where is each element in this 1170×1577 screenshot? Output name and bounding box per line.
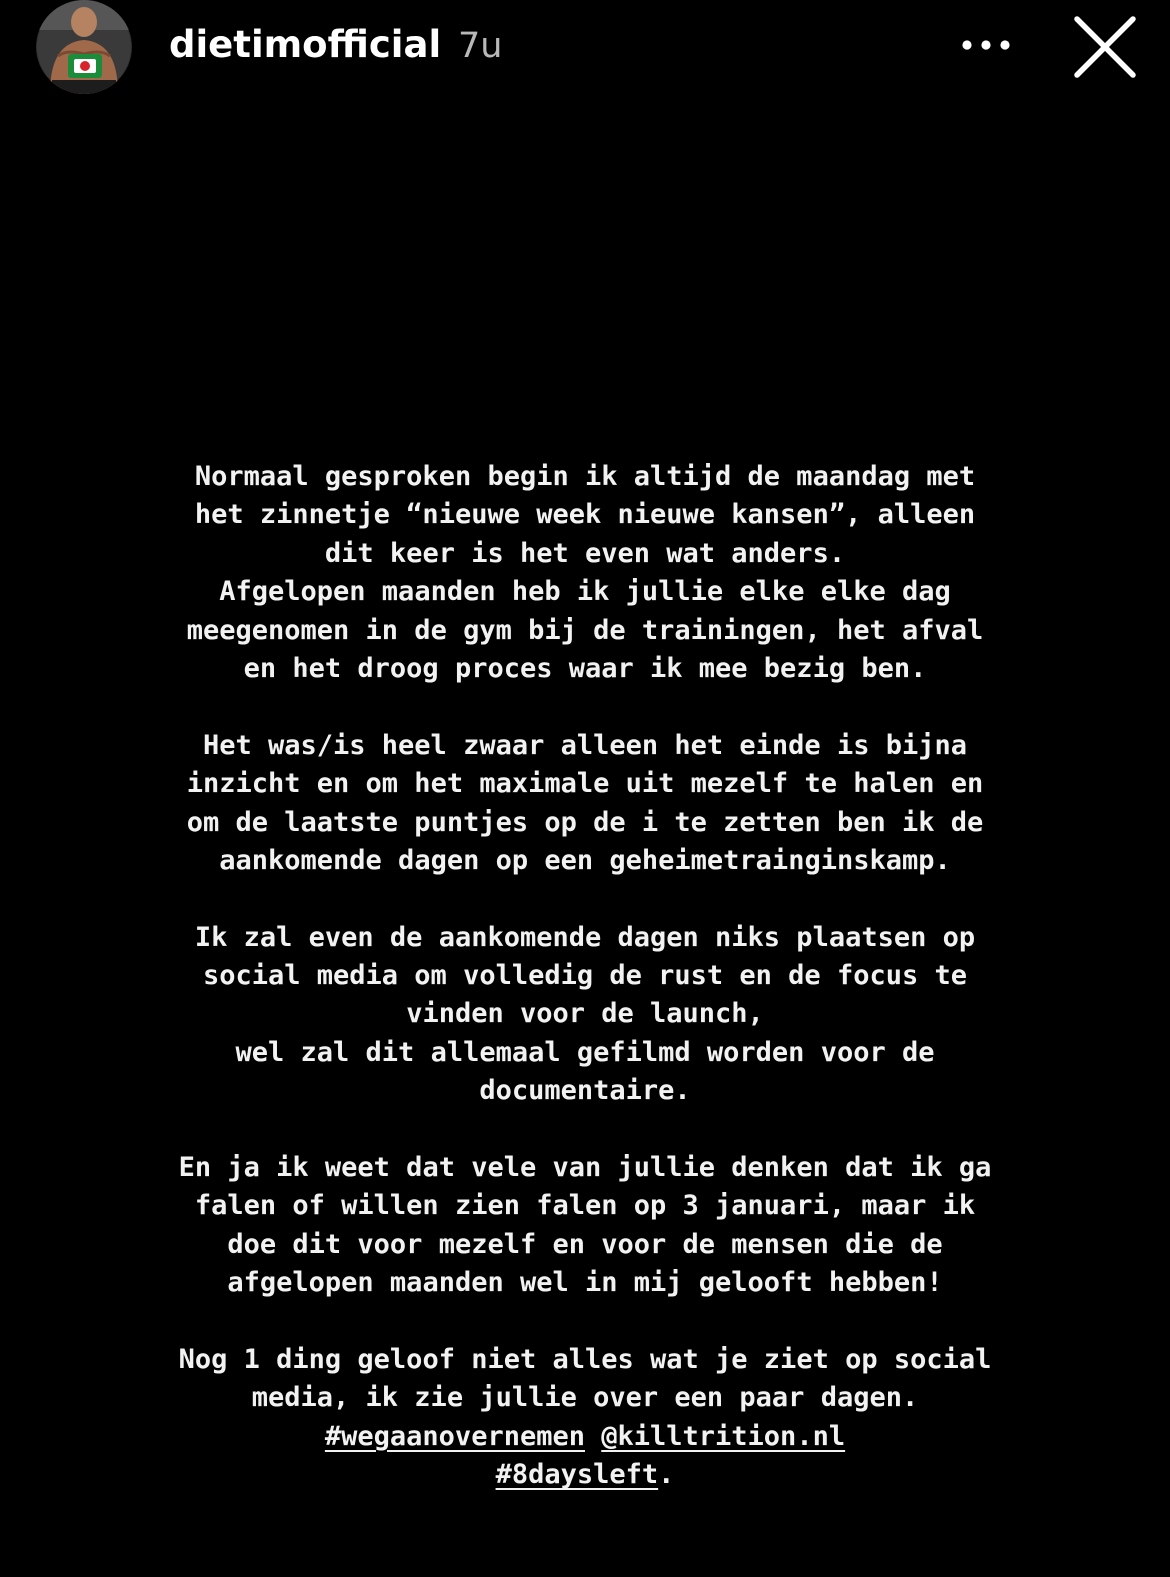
story-text [40,458,1130,1495]
text-line: dit keer is het even wat anders. [324,537,846,569]
text-line: doe dit voor mezelf en voor de mensen die de [227,1228,943,1260]
close-icon [1072,14,1138,80]
mention-link[interactable]: @killtrition.nl [601,1420,846,1452]
text-line: afgelopen maanden wel in mij gelooft hebben! [227,1267,943,1299]
avatar[interactable] [36,0,132,94]
final-period: . [658,1459,675,1491]
tags-line [40,1456,1130,1494]
text-line: het zinnetje “nieuwe week nieuwe kansen”, alleen [194,499,976,531]
paragraph-gap [40,880,1130,918]
text-line: Afgelopen maanden heb ik jullie elke elke dag [219,576,951,608]
username[interactable]: dietimofficial [169,23,442,66]
text-line: Het was/is heel zwaar alleen het einde is bijna [202,729,967,761]
text-line: inzicht en om het maximale uit mezelf te halen en [186,768,984,800]
close-button[interactable] [1072,14,1138,80]
hashtag-link[interactable]: #wegaanovernemen [324,1420,585,1452]
text-line: Nog 1 ding geloof niet alles wat je ziet op social [178,1343,992,1375]
text-line: Ik zal even de aankomende dagen niks plaatsen op [194,921,976,953]
text-line: social media om volledig de rust en de focus te [202,960,967,992]
text-line: documentaire. [479,1075,691,1107]
post-time: 7u [458,26,503,66]
text-line: meegenomen in de gym bij de trainingen, het afval [186,614,984,646]
hashtag-link[interactable]: #8daysleft [495,1459,659,1491]
tags-line [40,1418,1130,1456]
text-line: Normaal gesproken begin ik altijd de maandag met [194,461,976,492]
paragraph-gap [40,688,1130,726]
paragraph-gap [40,1111,1130,1149]
avatar-image [36,0,132,94]
story-header [0,0,1170,96]
paragraph-gap [40,1303,1130,1341]
text-line: aankomende dagen op een geheimetrainginskamp. [219,844,951,876]
text-line: vinden voor de launch, [406,998,764,1030]
text-line: om de laatste puntjes op de i te zetten ben ik de [186,806,984,838]
text-line: wel zal dit allemaal gefilmd worden voor de [235,1036,935,1068]
text-line: falen of willen zien falen op 3 januari, maar ik [194,1190,976,1222]
more-horizontal-icon [961,39,1011,51]
text-line: en het droog proces waar ik mee bezig ben. [243,652,927,684]
text-line: media, ik zie jullie over een paar dagen. [251,1382,919,1414]
text-line: En ja ik weet dat vele van jullie denken dat ik ga [178,1152,992,1184]
more-options-button[interactable] [956,22,1016,68]
